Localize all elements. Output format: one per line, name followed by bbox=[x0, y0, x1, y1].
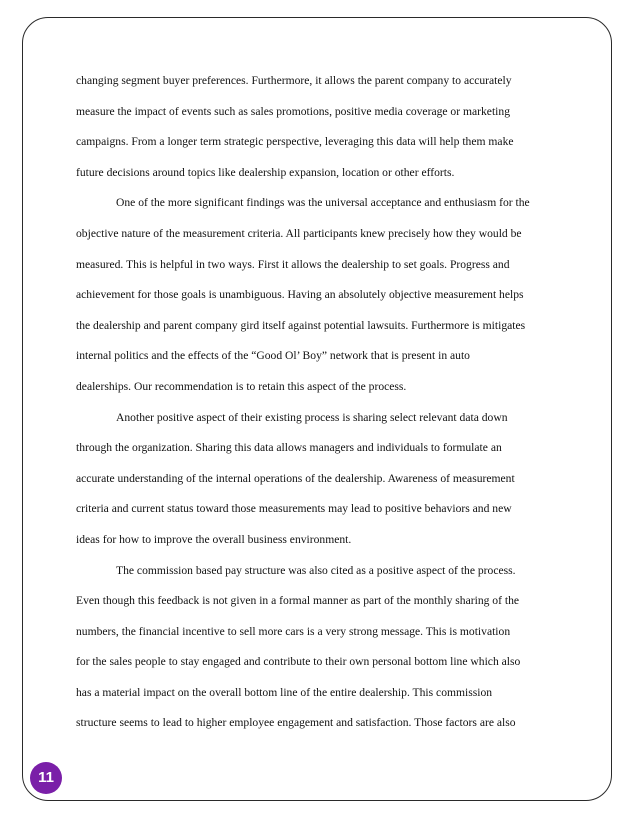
paragraph-line: numbers, the financial incentive to sell more cars is a very strong message. This is motivation bbox=[76, 624, 511, 638]
paragraph-line: Another positive aspect of their existing process is sharing select relevant data down bbox=[116, 410, 508, 424]
paragraph-line: One of the more significant findings was the universal acceptance and enthusiasm for the bbox=[116, 196, 530, 210]
paragraph-line: changing segment buyer preferences. Furthermore, it allows the parent company to accurately bbox=[76, 74, 512, 87]
page-number-badge: 11 bbox=[30, 762, 62, 794]
paragraph bbox=[76, 188, 576, 402]
paragraph-line: measure the impact of events such as sales promotions, positive media coverage or marketing bbox=[76, 104, 510, 118]
paragraph-line: structure seems to lead to higher employee engagement and satisfaction. Those factors are also bbox=[76, 716, 516, 730]
paragraph-line: future decisions around topics like dealership expansion, location or other efforts. bbox=[76, 165, 455, 179]
paragraph-line: for the sales people to stay engaged and contribute to their own personal bottom line which also bbox=[76, 655, 521, 669]
paragraph-line: dealerships. Our recommendation is to retain this aspect of the process. bbox=[76, 379, 407, 393]
paragraph-line: Even though this feedback is not given in a formal manner as part of the monthly sharing of the bbox=[76, 594, 520, 608]
paragraph bbox=[76, 66, 576, 188]
paragraph-line: through the organization. Sharing this data allows managers and individuals to formulate an bbox=[76, 441, 502, 455]
paragraph-line: campaigns. From a longer term strategic perspective, leveraging this data will help them make bbox=[76, 135, 514, 149]
paragraph-line: internal politics and the effects of the “Good Ol’ Boy” network that is present in auto bbox=[76, 349, 470, 363]
paragraph-line: accurate understanding of the internal operations of the dealership. Awareness of measurement bbox=[76, 471, 515, 485]
document-body bbox=[76, 66, 576, 739]
paragraph-line: measured. This is helpful in two ways. First it allows the dealership to set goals. Progress and bbox=[76, 257, 510, 271]
paragraph bbox=[76, 403, 576, 556]
paragraph-line: criteria and current status toward those measurements may lead to positive behaviors and new bbox=[76, 502, 512, 516]
paragraph-line: achievement for those goals is unambiguous. Having an absolutely objective measurement helps bbox=[76, 288, 524, 302]
paragraph bbox=[76, 556, 576, 740]
paragraph-line: The commission based pay structure was also cited as a positive aspect of the process. bbox=[116, 563, 516, 577]
paragraph-line: ideas for how to improve the overall business environment. bbox=[76, 532, 352, 546]
paragraph-line: objective nature of the measurement criteria. All participants knew precisely how they would be bbox=[76, 226, 522, 240]
paragraph-line: has a material impact on the overall bottom line of the entire dealership. This commission bbox=[76, 685, 493, 699]
paragraph-line: the dealership and parent company gird itself against potential lawsuits. Furthermore is mitigates bbox=[76, 318, 526, 332]
